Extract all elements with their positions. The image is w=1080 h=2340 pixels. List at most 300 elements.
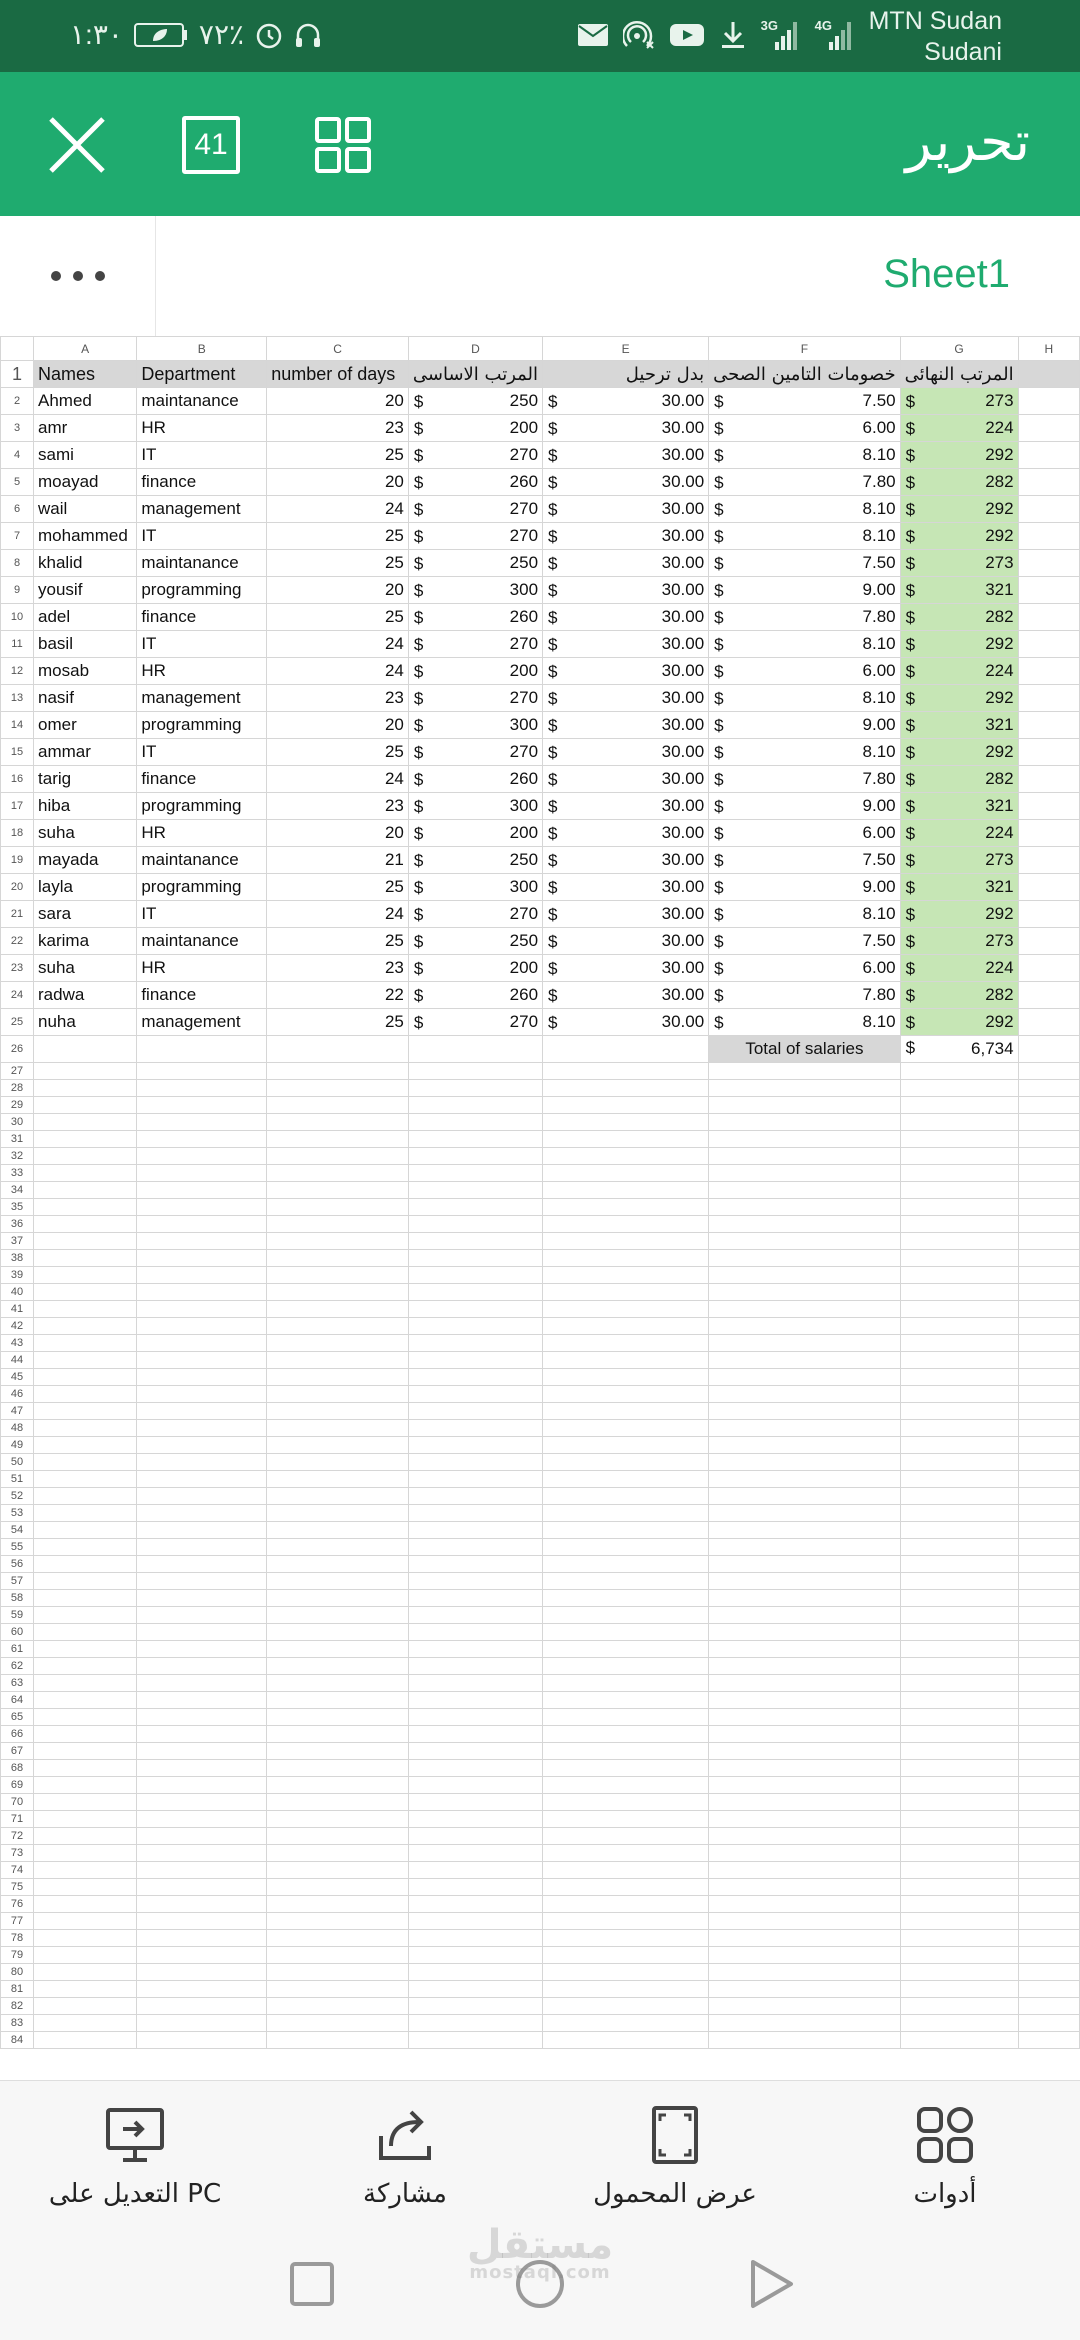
days-cell[interactable]: 20 (267, 712, 409, 739)
empty-cell[interactable] (1018, 550, 1079, 577)
empty-cell[interactable] (408, 2032, 542, 2049)
empty-cell[interactable] (1018, 2032, 1079, 2049)
row-number[interactable]: 41 (1, 1301, 34, 1318)
empty-cell[interactable] (408, 1845, 542, 1862)
empty-cell[interactable] (1018, 1114, 1079, 1131)
insurance-deduction-cell[interactable] (709, 901, 900, 928)
row-number[interactable]: 82 (1, 1998, 34, 2015)
empty-cell[interactable] (543, 1284, 709, 1301)
empty-cell[interactable] (543, 1947, 709, 1964)
empty-cell[interactable] (34, 1607, 137, 1624)
mobile-view-button[interactable] (555, 2101, 795, 2209)
empty-cell[interactable] (1018, 1505, 1079, 1522)
empty-cell[interactable] (34, 1641, 137, 1658)
department-cell[interactable]: HR (137, 820, 267, 847)
empty-cell[interactable] (408, 1250, 542, 1267)
empty-cell[interactable] (1018, 1009, 1079, 1036)
empty-cell[interactable] (408, 1097, 542, 1114)
empty-cell[interactable] (900, 1539, 1018, 1556)
header-cell[interactable]: Department (137, 361, 267, 388)
empty-cell[interactable] (900, 1828, 1018, 1845)
empty-cell[interactable] (267, 1182, 409, 1199)
insurance-deduction-cell[interactable] (709, 523, 900, 550)
days-cell[interactable]: 24 (267, 658, 409, 685)
empty-cell[interactable] (709, 1369, 900, 1386)
empty-cell[interactable] (900, 1437, 1018, 1454)
row-number[interactable]: 52 (1, 1488, 34, 1505)
empty-cell[interactable] (34, 1913, 137, 1930)
basic-salary-cell[interactable] (408, 415, 542, 442)
empty-cell[interactable] (709, 1964, 900, 1981)
name-cell[interactable]: nuha (34, 1009, 137, 1036)
row-number[interactable]: 17 (1, 793, 34, 820)
empty-cell[interactable] (34, 1420, 137, 1437)
empty-cell[interactable] (137, 1828, 267, 1845)
empty-cell[interactable] (408, 1556, 542, 1573)
empty-cell[interactable] (1018, 1420, 1079, 1437)
empty-cell[interactable] (408, 1539, 542, 1556)
empty-cell[interactable] (267, 1743, 409, 1760)
empty-cell[interactable] (1018, 1743, 1079, 1760)
row-number[interactable]: 2 (1, 388, 34, 415)
column-header-h[interactable]: H (1018, 337, 1079, 361)
row-number[interactable]: 19 (1, 847, 34, 874)
empty-cell[interactable] (543, 1216, 709, 1233)
empty-cell[interactable] (137, 1114, 267, 1131)
empty-cell[interactable] (408, 1624, 542, 1641)
empty-cell[interactable] (543, 1981, 709, 1998)
transport-allowance-cell[interactable] (543, 685, 709, 712)
empty-cell[interactable] (543, 1233, 709, 1250)
empty-cell[interactable] (267, 1318, 409, 1335)
empty-cell[interactable] (1018, 1199, 1079, 1216)
empty-cell[interactable] (1018, 1233, 1079, 1250)
name-cell[interactable]: Ahmed (34, 388, 137, 415)
empty-cell[interactable] (34, 1590, 137, 1607)
row-number[interactable]: 77 (1, 1913, 34, 1930)
empty-cell[interactable] (34, 1036, 137, 1063)
empty-cell[interactable] (34, 1199, 137, 1216)
empty-cell[interactable] (709, 1913, 900, 1930)
empty-cell[interactable] (709, 1556, 900, 1573)
empty-cell[interactable] (408, 1080, 542, 1097)
basic-salary-cell[interactable] (408, 901, 542, 928)
row-number[interactable]: 81 (1, 1981, 34, 1998)
empty-cell[interactable] (34, 1369, 137, 1386)
final-salary-cell[interactable] (900, 388, 1018, 415)
final-salary-cell[interactable] (900, 955, 1018, 982)
empty-cell[interactable] (1018, 874, 1079, 901)
empty-cell[interactable] (408, 1386, 542, 1403)
empty-cell[interactable] (34, 2032, 137, 2049)
empty-cell[interactable] (267, 1165, 409, 1182)
insurance-deduction-cell[interactable] (709, 658, 900, 685)
empty-cell[interactable] (709, 1947, 900, 1964)
empty-cell[interactable] (709, 1607, 900, 1624)
days-cell[interactable]: 20 (267, 820, 409, 847)
empty-cell[interactable] (1018, 1352, 1079, 1369)
basic-salary-cell[interactable] (408, 739, 542, 766)
row-number[interactable]: 56 (1, 1556, 34, 1573)
empty-cell[interactable] (1018, 1896, 1079, 1913)
row-number[interactable]: 18 (1, 820, 34, 847)
basic-salary-cell[interactable] (408, 1009, 542, 1036)
empty-cell[interactable] (709, 1165, 900, 1182)
empty-cell[interactable] (267, 1624, 409, 1641)
empty-cell[interactable] (34, 1709, 137, 1726)
empty-cell[interactable] (709, 1403, 900, 1420)
empty-cell[interactable] (408, 1216, 542, 1233)
empty-cell[interactable] (137, 1386, 267, 1403)
insurance-deduction-cell[interactable] (709, 874, 900, 901)
transport-allowance-cell[interactable] (543, 847, 709, 874)
department-cell[interactable]: HR (137, 955, 267, 982)
final-salary-cell[interactable] (900, 1009, 1018, 1036)
basic-salary-cell[interactable] (408, 793, 542, 820)
empty-cell[interactable] (34, 1947, 137, 1964)
transport-allowance-cell[interactable] (543, 955, 709, 982)
empty-cell[interactable] (267, 1267, 409, 1284)
empty-cell[interactable] (1018, 1267, 1079, 1284)
empty-cell[interactable] (709, 1437, 900, 1454)
basic-salary-cell[interactable] (408, 388, 542, 415)
empty-cell[interactable] (709, 1097, 900, 1114)
empty-cell[interactable] (1018, 1318, 1079, 1335)
empty-cell[interactable] (900, 1420, 1018, 1437)
empty-cell[interactable] (267, 1454, 409, 1471)
empty-cell[interactable] (543, 1437, 709, 1454)
empty-cell[interactable] (408, 1114, 542, 1131)
days-cell[interactable]: 25 (267, 442, 409, 469)
name-cell[interactable]: ammar (34, 739, 137, 766)
insurance-deduction-cell[interactable] (709, 631, 900, 658)
empty-cell[interactable] (709, 1624, 900, 1641)
empty-cell[interactable] (900, 1284, 1018, 1301)
row-number[interactable]: 20 (1, 874, 34, 901)
empty-cell[interactable] (543, 1488, 709, 1505)
column-header-a[interactable]: A (34, 337, 137, 361)
transport-allowance-cell[interactable] (543, 766, 709, 793)
row-number[interactable]: 6 (1, 496, 34, 523)
empty-cell[interactable] (1018, 1692, 1079, 1709)
empty-cell[interactable] (709, 1488, 900, 1505)
row-number[interactable]: 50 (1, 1454, 34, 1471)
empty-cell[interactable] (34, 1284, 137, 1301)
empty-cell[interactable] (34, 1760, 137, 1777)
empty-cell[interactable] (34, 1624, 137, 1641)
empty-cell[interactable] (34, 1794, 137, 1811)
empty-cell[interactable] (709, 1862, 900, 1879)
empty-cell[interactable] (900, 1726, 1018, 1743)
header-cell[interactable]: المرتب النهائى (900, 361, 1018, 388)
final-salary-cell[interactable] (900, 712, 1018, 739)
empty-cell[interactable] (137, 1896, 267, 1913)
days-cell[interactable]: 20 (267, 577, 409, 604)
department-cell[interactable]: IT (137, 631, 267, 658)
final-salary-cell[interactable] (900, 604, 1018, 631)
final-salary-cell[interactable] (900, 982, 1018, 1009)
empty-cell[interactable] (34, 1352, 137, 1369)
empty-cell[interactable] (408, 1573, 542, 1590)
empty-cell[interactable] (543, 1845, 709, 1862)
transport-allowance-cell[interactable] (543, 712, 709, 739)
row-number[interactable]: 40 (1, 1284, 34, 1301)
empty-cell[interactable] (267, 1471, 409, 1488)
empty-cell[interactable] (408, 1471, 542, 1488)
empty-cell[interactable] (34, 1658, 137, 1675)
final-salary-cell[interactable] (900, 442, 1018, 469)
transport-allowance-cell[interactable] (543, 658, 709, 685)
empty-cell[interactable] (137, 1522, 267, 1539)
empty-cell[interactable] (34, 1165, 137, 1182)
empty-cell[interactable] (709, 1250, 900, 1267)
empty-cell[interactable] (408, 1794, 542, 1811)
empty-cell[interactable] (1018, 1454, 1079, 1471)
row-number[interactable]: 59 (1, 1607, 34, 1624)
empty-cell[interactable] (900, 1607, 1018, 1624)
empty-cell[interactable] (900, 1369, 1018, 1386)
insurance-deduction-cell[interactable] (709, 415, 900, 442)
empty-cell[interactable] (34, 1811, 137, 1828)
empty-cell[interactable] (34, 1726, 137, 1743)
empty-cell[interactable] (900, 1403, 1018, 1420)
name-cell[interactable]: yousif (34, 577, 137, 604)
empty-cell[interactable] (137, 1267, 267, 1284)
basic-salary-cell[interactable] (408, 523, 542, 550)
empty-cell[interactable] (34, 1216, 137, 1233)
empty-cell[interactable] (408, 1743, 542, 1760)
row-number[interactable]: 74 (1, 1862, 34, 1879)
row-number[interactable]: 64 (1, 1692, 34, 1709)
empty-cell[interactable] (543, 1267, 709, 1284)
empty-cell[interactable] (543, 1590, 709, 1607)
empty-cell[interactable] (709, 1284, 900, 1301)
edit-on-pc-button[interactable] (15, 2101, 255, 2209)
header-cell[interactable]: Names (34, 361, 137, 388)
empty-cell[interactable] (34, 1930, 137, 1947)
empty-cell[interactable] (900, 1216, 1018, 1233)
empty-cell[interactable] (408, 1420, 542, 1437)
empty-cell[interactable] (137, 1675, 267, 1692)
empty-cell[interactable] (408, 1930, 542, 1947)
transport-allowance-cell[interactable] (543, 739, 709, 766)
empty-cell[interactable] (137, 1369, 267, 1386)
row-number[interactable]: 62 (1, 1658, 34, 1675)
insurance-deduction-cell[interactable] (709, 550, 900, 577)
empty-cell[interactable] (709, 1828, 900, 1845)
transport-allowance-cell[interactable] (543, 442, 709, 469)
empty-cell[interactable] (543, 1114, 709, 1131)
transport-allowance-cell[interactable] (543, 631, 709, 658)
name-cell[interactable]: suha (34, 955, 137, 982)
empty-cell[interactable] (267, 1845, 409, 1862)
empty-cell[interactable] (543, 1539, 709, 1556)
empty-cell[interactable] (408, 1658, 542, 1675)
empty-cell[interactable] (709, 1233, 900, 1250)
empty-cell[interactable] (709, 1726, 900, 1743)
empty-cell[interactable] (267, 1097, 409, 1114)
empty-cell[interactable] (267, 1794, 409, 1811)
row-number[interactable]: 12 (1, 658, 34, 685)
empty-cell[interactable] (900, 1896, 1018, 1913)
empty-cell[interactable] (34, 1454, 137, 1471)
row-number[interactable]: 84 (1, 2032, 34, 2049)
row-number[interactable]: 45 (1, 1369, 34, 1386)
row-number[interactable]: 31 (1, 1131, 34, 1148)
empty-cell[interactable] (709, 1658, 900, 1675)
department-cell[interactable]: finance (137, 982, 267, 1009)
empty-cell[interactable] (137, 1471, 267, 1488)
basic-salary-cell[interactable] (408, 928, 542, 955)
empty-cell[interactable] (1018, 1386, 1079, 1403)
empty-cell[interactable] (543, 1777, 709, 1794)
empty-cell[interactable] (137, 1794, 267, 1811)
insurance-deduction-cell[interactable] (709, 685, 900, 712)
empty-cell[interactable] (543, 1794, 709, 1811)
empty-cell[interactable] (408, 1182, 542, 1199)
empty-cell[interactable] (137, 1981, 267, 1998)
basic-salary-cell[interactable] (408, 685, 542, 712)
row-number[interactable]: 54 (1, 1522, 34, 1539)
department-cell[interactable]: maintanance (137, 847, 267, 874)
name-cell[interactable]: omer (34, 712, 137, 739)
empty-cell[interactable] (543, 1199, 709, 1216)
department-cell[interactable]: maintanance (137, 550, 267, 577)
empty-cell[interactable] (1018, 496, 1079, 523)
empty-cell[interactable] (543, 1522, 709, 1539)
empty-cell[interactable] (1018, 1284, 1079, 1301)
insurance-deduction-cell[interactable] (709, 1009, 900, 1036)
column-header-e[interactable]: E (543, 337, 709, 361)
empty-cell[interactable] (543, 1165, 709, 1182)
empty-cell[interactable] (1018, 820, 1079, 847)
empty-cell[interactable] (137, 1301, 267, 1318)
days-cell[interactable]: 24 (267, 496, 409, 523)
empty-cell[interactable] (1018, 1709, 1079, 1726)
row-number[interactable]: 38 (1, 1250, 34, 1267)
insurance-deduction-cell[interactable] (709, 955, 900, 982)
empty-cell[interactable] (1018, 1522, 1079, 1539)
empty-cell[interactable] (709, 1352, 900, 1369)
empty-cell[interactable] (267, 1675, 409, 1692)
empty-cell[interactable] (543, 1352, 709, 1369)
basic-salary-cell[interactable] (408, 712, 542, 739)
days-cell[interactable]: 25 (267, 523, 409, 550)
department-cell[interactable]: management (137, 496, 267, 523)
empty-cell[interactable] (543, 1896, 709, 1913)
final-salary-cell[interactable] (900, 847, 1018, 874)
empty-cell[interactable] (1018, 1794, 1079, 1811)
row-number[interactable]: 29 (1, 1097, 34, 1114)
empty-cell[interactable] (408, 1709, 542, 1726)
row-number[interactable]: 78 (1, 1930, 34, 1947)
empty-cell[interactable] (34, 1879, 137, 1896)
empty-cell[interactable] (543, 1675, 709, 1692)
empty-cell[interactable] (267, 1573, 409, 1590)
row-number[interactable]: 72 (1, 1828, 34, 1845)
empty-cell[interactable] (543, 1369, 709, 1386)
days-cell[interactable]: 23 (267, 955, 409, 982)
empty-cell[interactable] (900, 1930, 1018, 1947)
final-salary-cell[interactable] (900, 874, 1018, 901)
empty-cell[interactable] (34, 1539, 137, 1556)
empty-cell[interactable] (137, 1454, 267, 1471)
header-cell[interactable]: خصومات التامين الصحى (709, 361, 900, 388)
empty-cell[interactable] (267, 2015, 409, 2032)
empty-cell[interactable] (709, 1777, 900, 1794)
empty-cell[interactable] (709, 1199, 900, 1216)
empty-cell[interactable] (267, 1505, 409, 1522)
empty-cell[interactable] (267, 1488, 409, 1505)
empty-cell[interactable] (543, 1335, 709, 1352)
empty-cell[interactable] (267, 1658, 409, 1675)
empty-cell[interactable] (709, 1216, 900, 1233)
empty-cell[interactable] (1018, 847, 1079, 874)
empty-cell[interactable] (408, 1692, 542, 1709)
empty-cell[interactable] (900, 1624, 1018, 1641)
transport-allowance-cell[interactable] (543, 820, 709, 847)
final-salary-cell[interactable] (900, 577, 1018, 604)
empty-cell[interactable] (408, 1862, 542, 1879)
insurance-deduction-cell[interactable] (709, 793, 900, 820)
empty-cell[interactable] (267, 1777, 409, 1794)
empty-cell[interactable] (137, 1505, 267, 1522)
empty-cell[interactable] (900, 1199, 1018, 1216)
row-number[interactable]: 70 (1, 1794, 34, 1811)
empty-cell[interactable] (34, 1403, 137, 1420)
empty-cell[interactable] (34, 1573, 137, 1590)
empty-cell[interactable] (34, 1097, 137, 1114)
empty-cell[interactable] (900, 2015, 1018, 2032)
empty-cell[interactable] (267, 1811, 409, 1828)
row-number[interactable]: 67 (1, 1743, 34, 1760)
empty-cell[interactable] (1018, 1036, 1079, 1063)
empty-cell[interactable] (900, 1743, 1018, 1760)
empty-cell[interactable] (137, 1726, 267, 1743)
row-number[interactable]: 21 (1, 901, 34, 928)
empty-cell[interactable] (900, 1165, 1018, 1182)
empty-cell[interactable] (709, 1131, 900, 1148)
empty-cell[interactable] (900, 1233, 1018, 1250)
empty-cell[interactable] (408, 1131, 542, 1148)
department-cell[interactable]: IT (137, 442, 267, 469)
empty-cell[interactable] (543, 1913, 709, 1930)
transport-allowance-cell[interactable] (543, 496, 709, 523)
empty-cell[interactable] (34, 1471, 137, 1488)
empty-cell[interactable] (408, 1998, 542, 2015)
empty-cell[interactable] (267, 1828, 409, 1845)
name-cell[interactable]: moayad (34, 469, 137, 496)
column-header-d[interactable]: D (408, 337, 542, 361)
empty-cell[interactable] (267, 1148, 409, 1165)
transport-allowance-cell[interactable] (543, 982, 709, 1009)
row-number[interactable]: 39 (1, 1267, 34, 1284)
empty-cell[interactable] (1018, 1811, 1079, 1828)
empty-cell[interactable] (408, 1369, 542, 1386)
empty-cell[interactable] (34, 1250, 137, 1267)
empty-cell[interactable] (34, 1318, 137, 1335)
row-number[interactable]: 7 (1, 523, 34, 550)
empty-cell[interactable] (137, 1845, 267, 1862)
empty-cell[interactable] (1018, 982, 1079, 1009)
empty-cell[interactable] (137, 1284, 267, 1301)
insurance-deduction-cell[interactable] (709, 820, 900, 847)
department-cell[interactable]: management (137, 1009, 267, 1036)
insurance-deduction-cell[interactable] (709, 847, 900, 874)
days-cell[interactable]: 25 (267, 739, 409, 766)
empty-cell[interactable] (137, 1335, 267, 1352)
empty-cell[interactable] (900, 1777, 1018, 1794)
